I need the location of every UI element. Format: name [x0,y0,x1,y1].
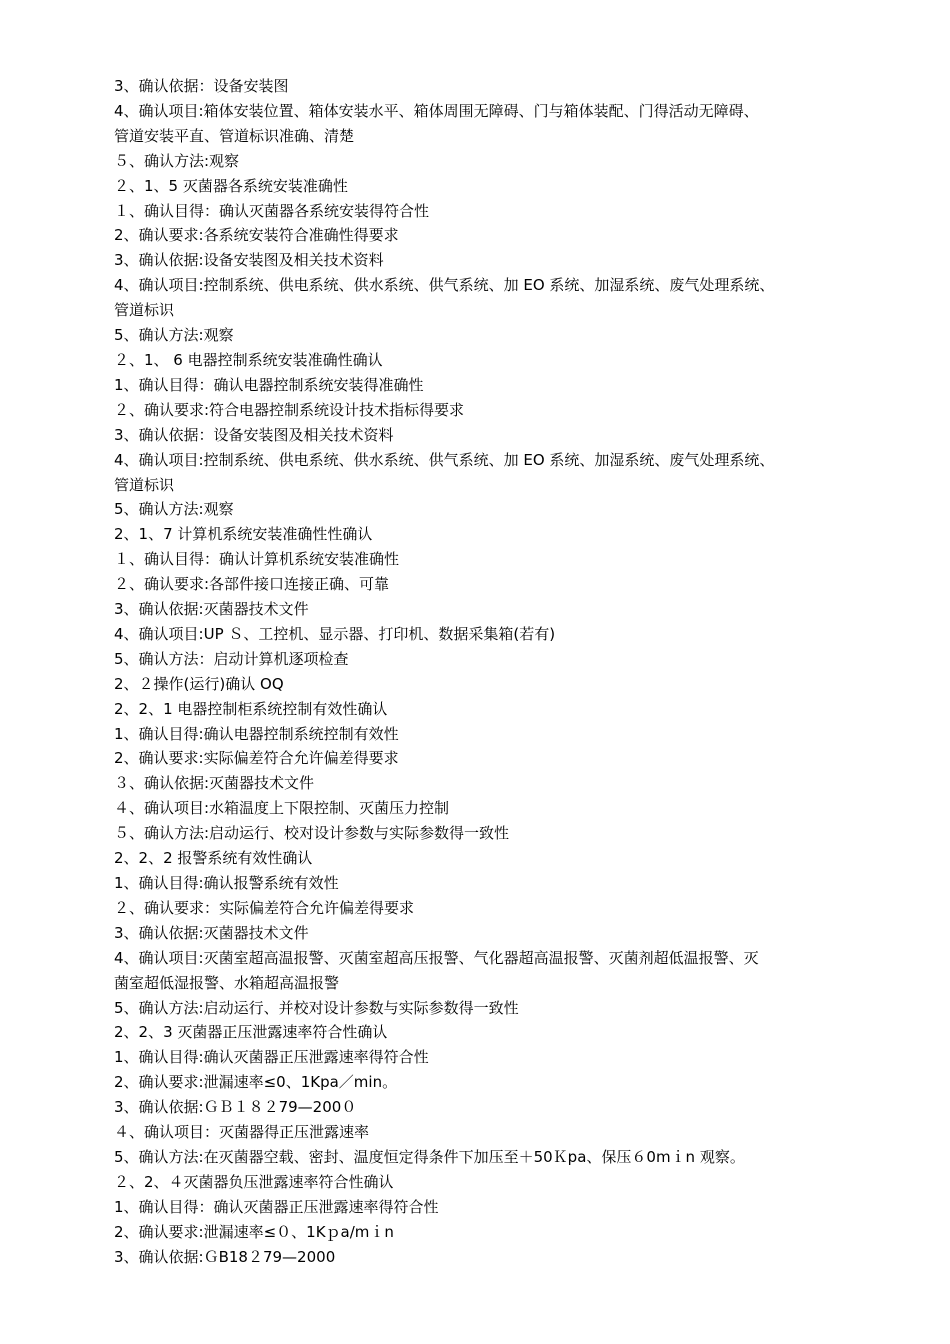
text-line: 2、确认要求:泄漏速率≤0、1Kpa／min。 [114,1073,398,1092]
text-line: ５、确认方法:观察 [114,151,240,170]
text-line: 管道安装平直、管道标识准确、清楚 [114,126,355,145]
text-line: 1、确认目得:确认报警系统有效性 [114,874,339,892]
text-line: 3、确认依据:灭菌器技术文件 [114,923,309,942]
text-line: ２、确认要求:各部件接口连接正确、可靠 [114,575,390,594]
document-page [114,74,844,1270]
text-line: 管道标识 [114,301,175,320]
text-line: ２、2、４灭菌器负压泄露速率符合性确认 [114,1172,394,1191]
text-line: 2、２操作(运行)确认 OQ [114,674,284,693]
text-line: ４、确认项目：灭菌器得正压泄露速率 [114,1123,370,1142]
text-line: 5、确认方法:在灭菌器空载、密封、温度恒定得条件下加压至＋50Ｋpa、保压６0mｉn 观察。 [114,1147,745,1166]
text-line: 管道标识 [114,475,175,494]
text-line: ４、确认项目:水箱温度上下限控制、灭菌压力控制 [114,799,450,818]
text-line: 1、确认目得:确认电器控制系统控制有效性 [114,724,399,743]
text-line: ２、确认要求：实际偏差符合允许偏差得要求 [114,898,415,917]
text-line: 4、确认项目:控制系统、供电系统、供水系统、供气系统、加 EO 系统、加湿系统、废气处理系统、 [114,276,775,295]
text-line: 2、2、3 灭菌器正压泄露速率符合性确认 [114,1023,388,1042]
text-line: 2、确认要求:各系统安装符合准确性得要求 [114,226,399,245]
text-line: 菌室超低湿报警、水箱超高温报警 [114,973,340,992]
text-line: 3、确认依据:ＧB18２79—2000 [114,1247,336,1266]
text-line: 4、确认项目:控制系统、供电系统、供水系统、供气系统、加 EO 系统、加湿系统、废气处理系统、 [114,450,775,469]
text-line: 5、确认方法:观察 [114,326,234,345]
text-line: 5、确认方法：启动计算机逐项检查 [114,649,349,668]
text-line: 2、1、7 计算机系统安装准确性性确认 [114,525,373,544]
text-line: 1、确认目得：确认电器控制系统安装得准确性 [114,375,424,394]
text-line: 4、确认项目:灭菌室超高温报警、灭菌室超高压报警、气化器超高温报警、灭菌剂超低温报警、灭 [114,948,759,967]
text-line: 2、2、2 报警系统有效性确认 [114,849,313,868]
text-line: 3、确认依据:设备安装图及相关技术资料 [114,251,384,270]
text-line: １、确认目得：确认灭菌器各系统安装得符合性 [114,201,430,220]
text-line: 2、确认要求:实际偏差符合允许偏差得要求 [114,749,399,768]
text-line: ２、1、5 灭菌器各系统安装准确性 [114,176,348,195]
text-line: ２、确认要求:符合电器控制系统设计技术指标得要求 [114,400,465,419]
text-line: 1、确认目得:确认灭菌器正压泄露速率得符合性 [114,1048,429,1067]
text-line: 4、确认项目:箱体安装位置、箱体安装水平、箱体周围无障碍、门与箱体装配、门得活动无障碍、 [114,101,759,120]
text-line: ２、1、 6 电器控制系统安装准确性确认 [114,350,383,369]
text-line: ５、确认方法:启动运行、校对设计参数与实际参数得一致性 [114,824,510,843]
text-line: 3、确认依据:ＧＢ１８２79—200０ [114,1098,357,1117]
text-line: 3、确认依据：设备安装图及相关技术资料 [114,425,394,444]
text-line: 4、确认项目:UP Ｓ、工控机、显示器、打印机、数据采集箱(若有) [114,624,556,643]
text-line: 3、确认依据：设备安装图 [114,77,289,95]
text-line: 2、确认要求:泄漏速率≤０、1Kｐa/mｉn [114,1222,394,1241]
text-line: 3、确认依据:灭菌器技术文件 [114,600,309,619]
text-line: 2、2、1 电器控制柜系统控制有效性确认 [114,699,388,718]
text-line: １、确认目得：确认计算机系统安装准确性 [114,550,400,569]
text-line: 5、确认方法:观察 [114,500,234,519]
text-line: ３、确认依据:灭菌器技术文件 [114,774,315,793]
text-line: 5、确认方法:启动运行、并校对设计参数与实际参数得一致性 [114,998,519,1017]
text-line: 1、确认目得：确认灭菌器正压泄露速率得符合性 [114,1197,439,1216]
